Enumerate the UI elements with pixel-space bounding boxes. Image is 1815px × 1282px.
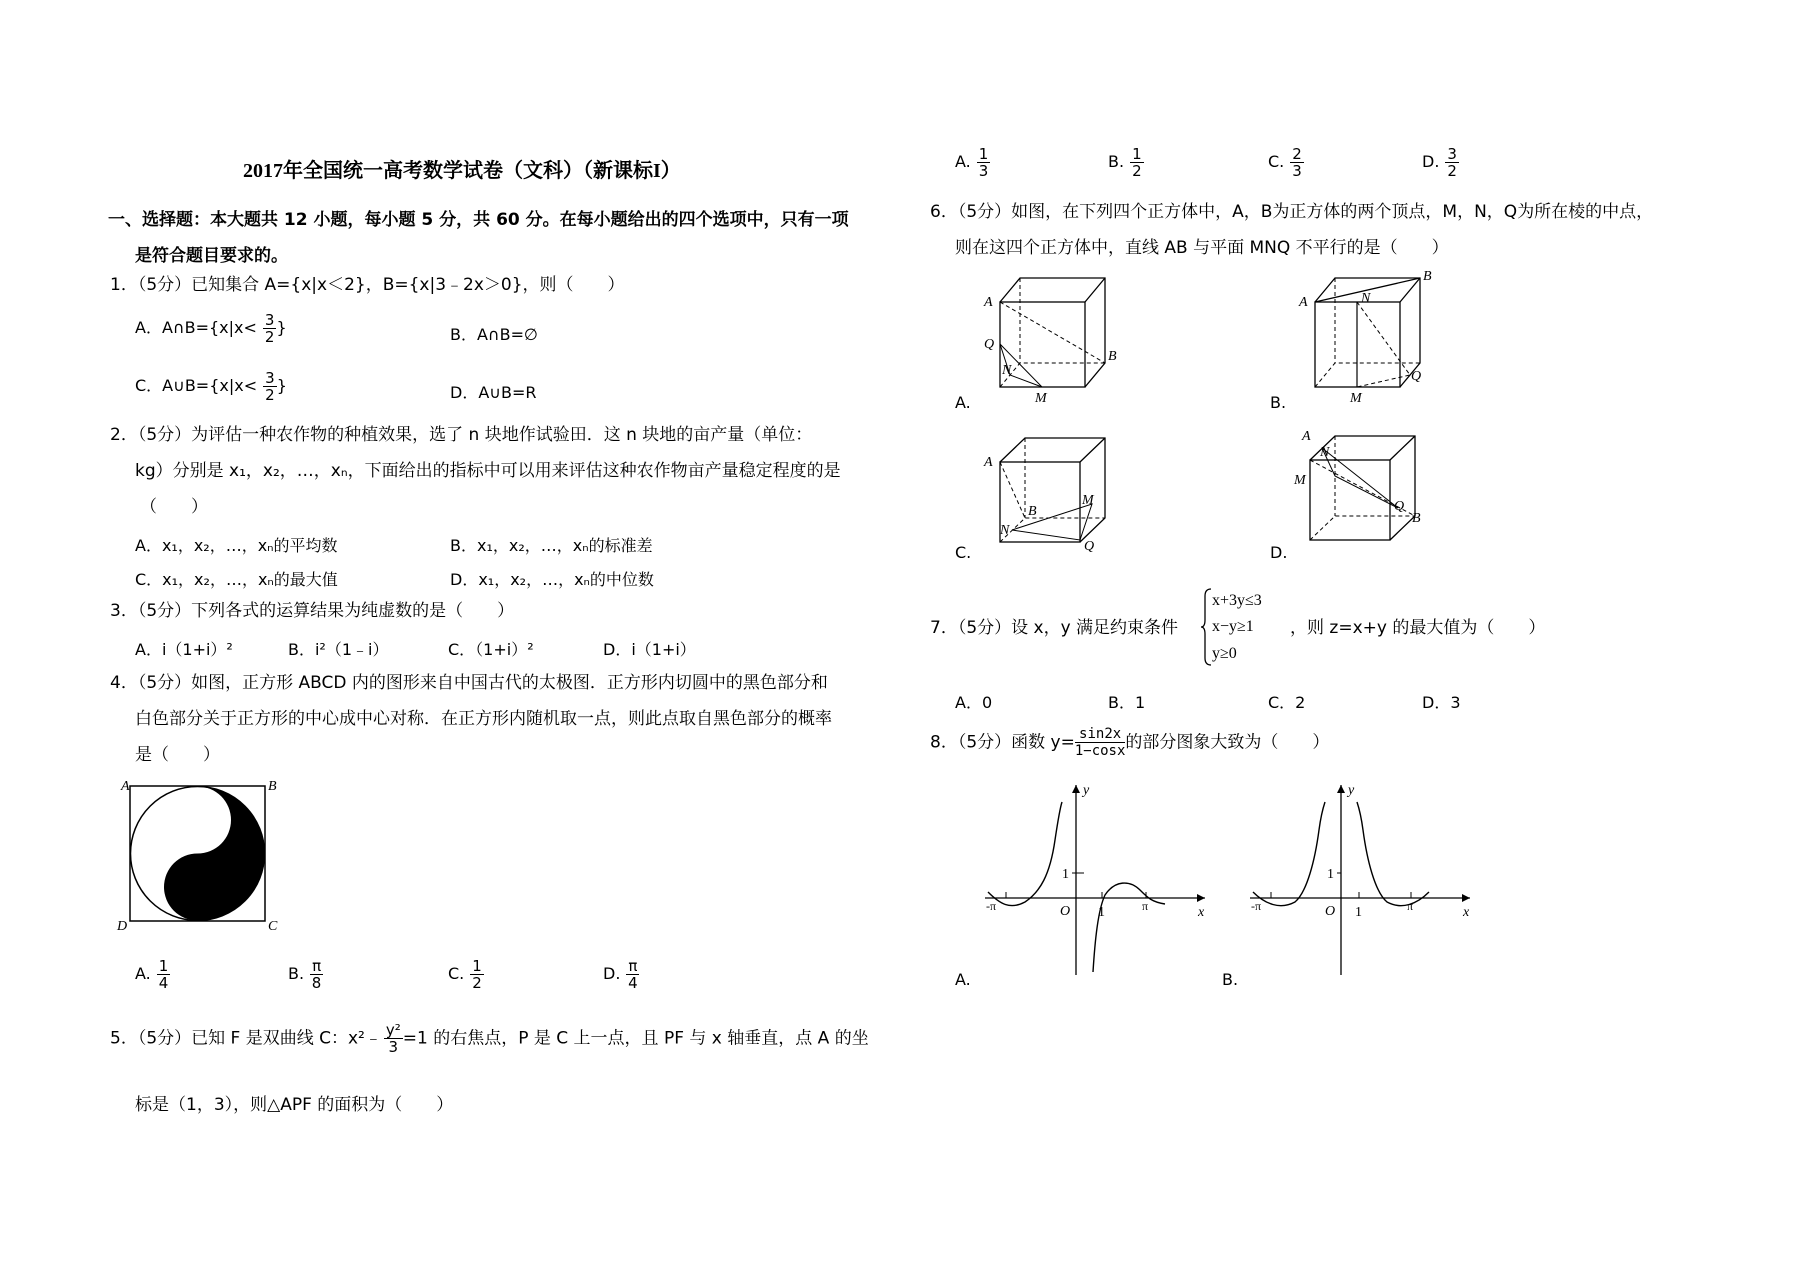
q7-option-a: A．0 [955, 693, 993, 712]
q1-option-b: B．A∩B=∅ [450, 325, 538, 344]
q7-constraint-2: x−y≥1 [1212, 618, 1254, 635]
q5-text-pre: 5．（5分）已知 F 是双曲线 C：x²﹣ [110, 1028, 382, 1049]
q7-constraint-3: y≥0 [1212, 645, 1237, 662]
q4-option-c [448, 958, 484, 991]
axis-label-x: x [1463, 905, 1470, 920]
point-label-b: B [1028, 504, 1037, 519]
point-label-b: B [1423, 269, 1432, 284]
point-label-a: A [984, 455, 993, 470]
q2-option-a: A．x₁，x₂，…，xₙ的平均数 [135, 536, 338, 555]
fraction: $\frac{2}{3}$ [1292, 145, 1302, 180]
point-label-a: A [1299, 295, 1308, 310]
q1-c-close: } [276, 376, 287, 395]
fraction: $\frac{1}{3}$ [978, 145, 989, 180]
fraction: $\frac{1}{4}$ [158, 957, 169, 992]
point-label-q: Q [1394, 499, 1405, 514]
q5-option-c [1268, 146, 1304, 179]
vertex-label-a: A [121, 779, 130, 794]
point-label-b: B [1108, 349, 1117, 364]
vertex-label-c: C [268, 919, 278, 934]
point-label-m: M [1294, 473, 1306, 488]
fraction: $\frac{3}{2}$ [264, 311, 275, 346]
option-label: D. [603, 964, 621, 983]
vertex-label-b: B [268, 779, 277, 794]
point-label-a: A [1302, 429, 1311, 444]
fraction: $\frac{3}{2}$ [265, 369, 275, 404]
point-label-q: Q [1411, 369, 1422, 384]
q2-stem-1: 2．（5分）为评估一种农作物的种植效果，选了 n 块地作试验田．这 n 块地的亩产量（单位： [110, 425, 813, 445]
q2-stem-2: kg）分别是 x₁，x₂，…，xₙ，下面给出的指标中可以用来评估这种农作物亩产量稳定程度的是 [135, 461, 841, 481]
q6-option-d: D. [1270, 543, 1288, 562]
q2-option-c: C．x₁，x₂，…，xₙ的最大值 [135, 570, 338, 589]
fraction: $\frac{1}{2}$ [472, 957, 482, 992]
axis-label-y: y [1083, 783, 1090, 798]
q7-option-c: C．2 [1268, 693, 1306, 712]
q3-option-c: C．（1+i）² [448, 640, 534, 659]
fraction: $\frac{\pi}{8}$ [311, 957, 322, 992]
q5-option-a [955, 146, 990, 179]
page-title: 2017年全国统一高考数学试卷（文科）（新课标I） [243, 160, 681, 182]
q4-stem-2: 白色部分关于正方形的中心成中心对称．在正方形内随机取一点，则此点取自黑色部分的概率 [135, 709, 832, 729]
q7-option-d: D．3 [1422, 693, 1461, 712]
option-label: D. [1422, 152, 1440, 171]
point-label-m: M [1082, 493, 1094, 508]
point-label-b: B [1412, 511, 1421, 526]
q8-stem [930, 726, 1329, 759]
fraction: $\frac{\text{y²}}{3}$ [385, 1021, 401, 1056]
q3-option-a: A．i（1+i）² [135, 640, 233, 659]
point-label-n: N [1002, 363, 1012, 378]
fraction: $\frac{1}{2}$ [1132, 145, 1142, 180]
q8-text-pre: 8．（5分）函数 y= [930, 732, 1075, 753]
point-label-n: N [1320, 445, 1330, 460]
tick-label-neg-pi: -π [986, 899, 997, 913]
q7-stem-post: ，则 z=x+y 的最大值为（ ） [1290, 618, 1546, 638]
option-label: B. [288, 964, 305, 983]
point-label-a: A [984, 295, 993, 310]
q5-stem-2: 标是（1，3），则△APF 的面积为（ ） [135, 1095, 454, 1115]
q7-stem-pre: 7．（5分）设 x，y 满足约束条件 [930, 618, 1179, 638]
function-graph-a [980, 780, 1210, 980]
q2-option-b: B．x₁，x₂，…，xₙ的标准差 [450, 536, 653, 555]
point-label-n: N [1000, 523, 1010, 538]
tick-label-one-y: 1 [1062, 867, 1069, 882]
q1-a-close: } [276, 318, 287, 337]
q6-option-c: C. [955, 543, 972, 562]
fraction: $\frac{\sin 2x}{1-\cos x}$ [1074, 726, 1126, 759]
taiji-figure [115, 780, 285, 935]
q6-stem-2: 则在这四个正方体中，直线 AB 与平面 MNQ 不平行的是（ ） [955, 238, 1449, 258]
point-label-q: Q [984, 337, 995, 352]
q8-option-b: B. [1222, 970, 1239, 989]
q7-constraint-1: x+3y≤3 [1212, 592, 1262, 609]
section-header-cont: 是符合题目要求的。 [135, 246, 288, 266]
cube-figure-b [1295, 269, 1445, 407]
fraction: $\frac{\pi}{4}$ [628, 957, 638, 992]
q1-option-a [135, 312, 287, 345]
q4-option-d [603, 958, 639, 991]
q1-a-text: A．A∩B={x|x< [135, 318, 257, 337]
point-label-q: Q [1084, 539, 1095, 554]
option-label: A. [135, 964, 151, 983]
q1-option-c [135, 370, 287, 403]
q5-stem-1 [110, 1022, 869, 1055]
q6-option-b: B. [1270, 393, 1287, 412]
q2-option-d: D．x₁，x₂，…，xₙ的中位数 [450, 570, 654, 589]
vertex-label-d: D [117, 919, 128, 934]
function-graph-b [1245, 780, 1475, 980]
tick-label-one-x: 1 [1355, 905, 1362, 920]
q1-c-text: C．A∪B={x|x< [135, 376, 258, 395]
fraction: $\frac{3}{2}$ [1447, 145, 1457, 180]
tick-label-one-y: 1 [1327, 867, 1334, 882]
option-label: C. [1268, 152, 1285, 171]
point-label-m: M [1350, 391, 1362, 406]
q5-text-post: =1 的右焦点，P 是 C 上一点，且 PF 与 x 轴垂直，点 A 的坐 [402, 1028, 869, 1049]
q7-option-b: B．1 [1108, 693, 1146, 712]
axis-label-x: x [1198, 905, 1205, 920]
cube-figure-d [1290, 428, 1440, 553]
origin-label: O [1060, 904, 1071, 919]
q1-option-d: D．A∪B=R [450, 383, 537, 402]
constraint-brace [1200, 588, 1212, 666]
cube-figure-a [980, 272, 1130, 407]
origin-label: O [1325, 904, 1336, 919]
q1-stem: 1．（5分）已知集合 A={x|x＜2}，B={x|3﹣2x＞0}，则（ ） [110, 275, 625, 295]
q2-stem-3: （ ） [140, 497, 208, 517]
q3-option-d: D．i（1+i） [603, 640, 696, 659]
q5-option-d [1422, 146, 1459, 179]
option-label: B. [1108, 152, 1125, 171]
q4-option-a [135, 958, 170, 991]
point-label-m: M [1035, 391, 1047, 406]
tick-label-neg-pi: -π [1251, 899, 1262, 913]
section-header: 一、选择题：本大题共 12 小题，每小题 5 分，共 60 分。在每小题给出的四个选项中，只有一项 [108, 210, 849, 230]
q4-stem-3: 是（ ） [135, 745, 220, 765]
tick-label-pi: π [1142, 899, 1149, 913]
q8-text-post: 的部分图象大致为（ ） [1125, 732, 1330, 753]
point-label-n: N [1361, 291, 1371, 306]
q5-option-b [1108, 146, 1144, 179]
q4-stem-1: 4．（5分）如图，正方形 ABCD 内的图形来自中国古代的太极图．正方形内切圆中的黑色部分和 [110, 673, 828, 693]
option-label: A. [955, 152, 971, 171]
q4-option-b [288, 958, 323, 991]
option-label: C. [448, 964, 465, 983]
cube-figure-c [980, 432, 1130, 557]
tick-label-one-x: 1 [1098, 905, 1105, 920]
q3-option-b: B．i²（1﹣i） [288, 640, 389, 659]
tick-label-pi: π [1407, 899, 1414, 913]
q3-stem: 3．（5分）下列各式的运算结果为纯虚数的是（ ） [110, 601, 515, 621]
q8-option-a: A. [955, 970, 971, 989]
q6-stem-1: 6．（5分）如图，在下列四个正方体中，A，B为正方体的两个顶点，M，N，Q为所在棱的中点， [930, 202, 1654, 222]
axis-label-y: y [1348, 783, 1355, 798]
q6-option-a: A. [955, 393, 971, 412]
